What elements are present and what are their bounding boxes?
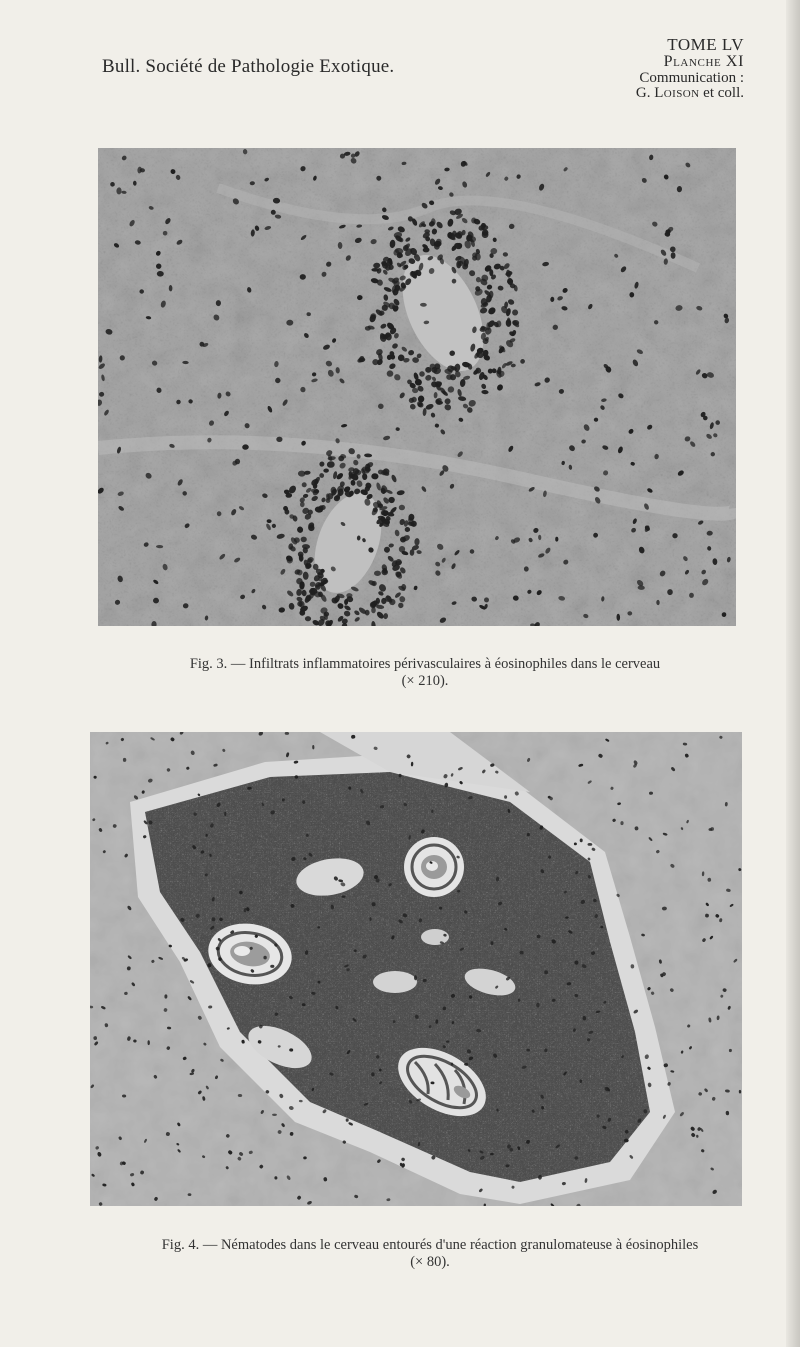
figure-3-caption-text: Fig. 3. — Infiltrats inflammatoires périvasculaires à éosinophiles dans le cerveau [189, 656, 661, 672]
nematode-section-1 [404, 837, 464, 897]
figure-3-micrograph [98, 148, 736, 626]
figure-4-caption-text: Fig. 4. — Nématodes dans le cerveau entourés d'une réaction granulomateuse à éosinophiles [161, 1237, 699, 1253]
figure-4-image [90, 732, 742, 1206]
authors-line [524, 86, 744, 102]
author-name: Loison [654, 85, 700, 102]
author-initial: G. [635, 85, 651, 102]
figure-3-caption [80, 656, 770, 691]
journal-title: Bull. Société de Pathologie Exotique. [102, 56, 395, 77]
author-suffix: et coll. [703, 85, 744, 102]
tome-label: TOME LV [667, 35, 744, 54]
planche-label: Planche XI [663, 52, 744, 70]
figure-4-caption [60, 1237, 800, 1272]
figure-3-image [98, 148, 736, 626]
figure-4-magnification: (× 80). [410, 1254, 450, 1271]
figure-4-micrograph [90, 732, 742, 1206]
figure-3-magnification: (× 210). [401, 673, 449, 690]
communication-label: Communication : [639, 69, 744, 86]
plate-info [524, 36, 744, 102]
page-edge [786, 0, 800, 1347]
